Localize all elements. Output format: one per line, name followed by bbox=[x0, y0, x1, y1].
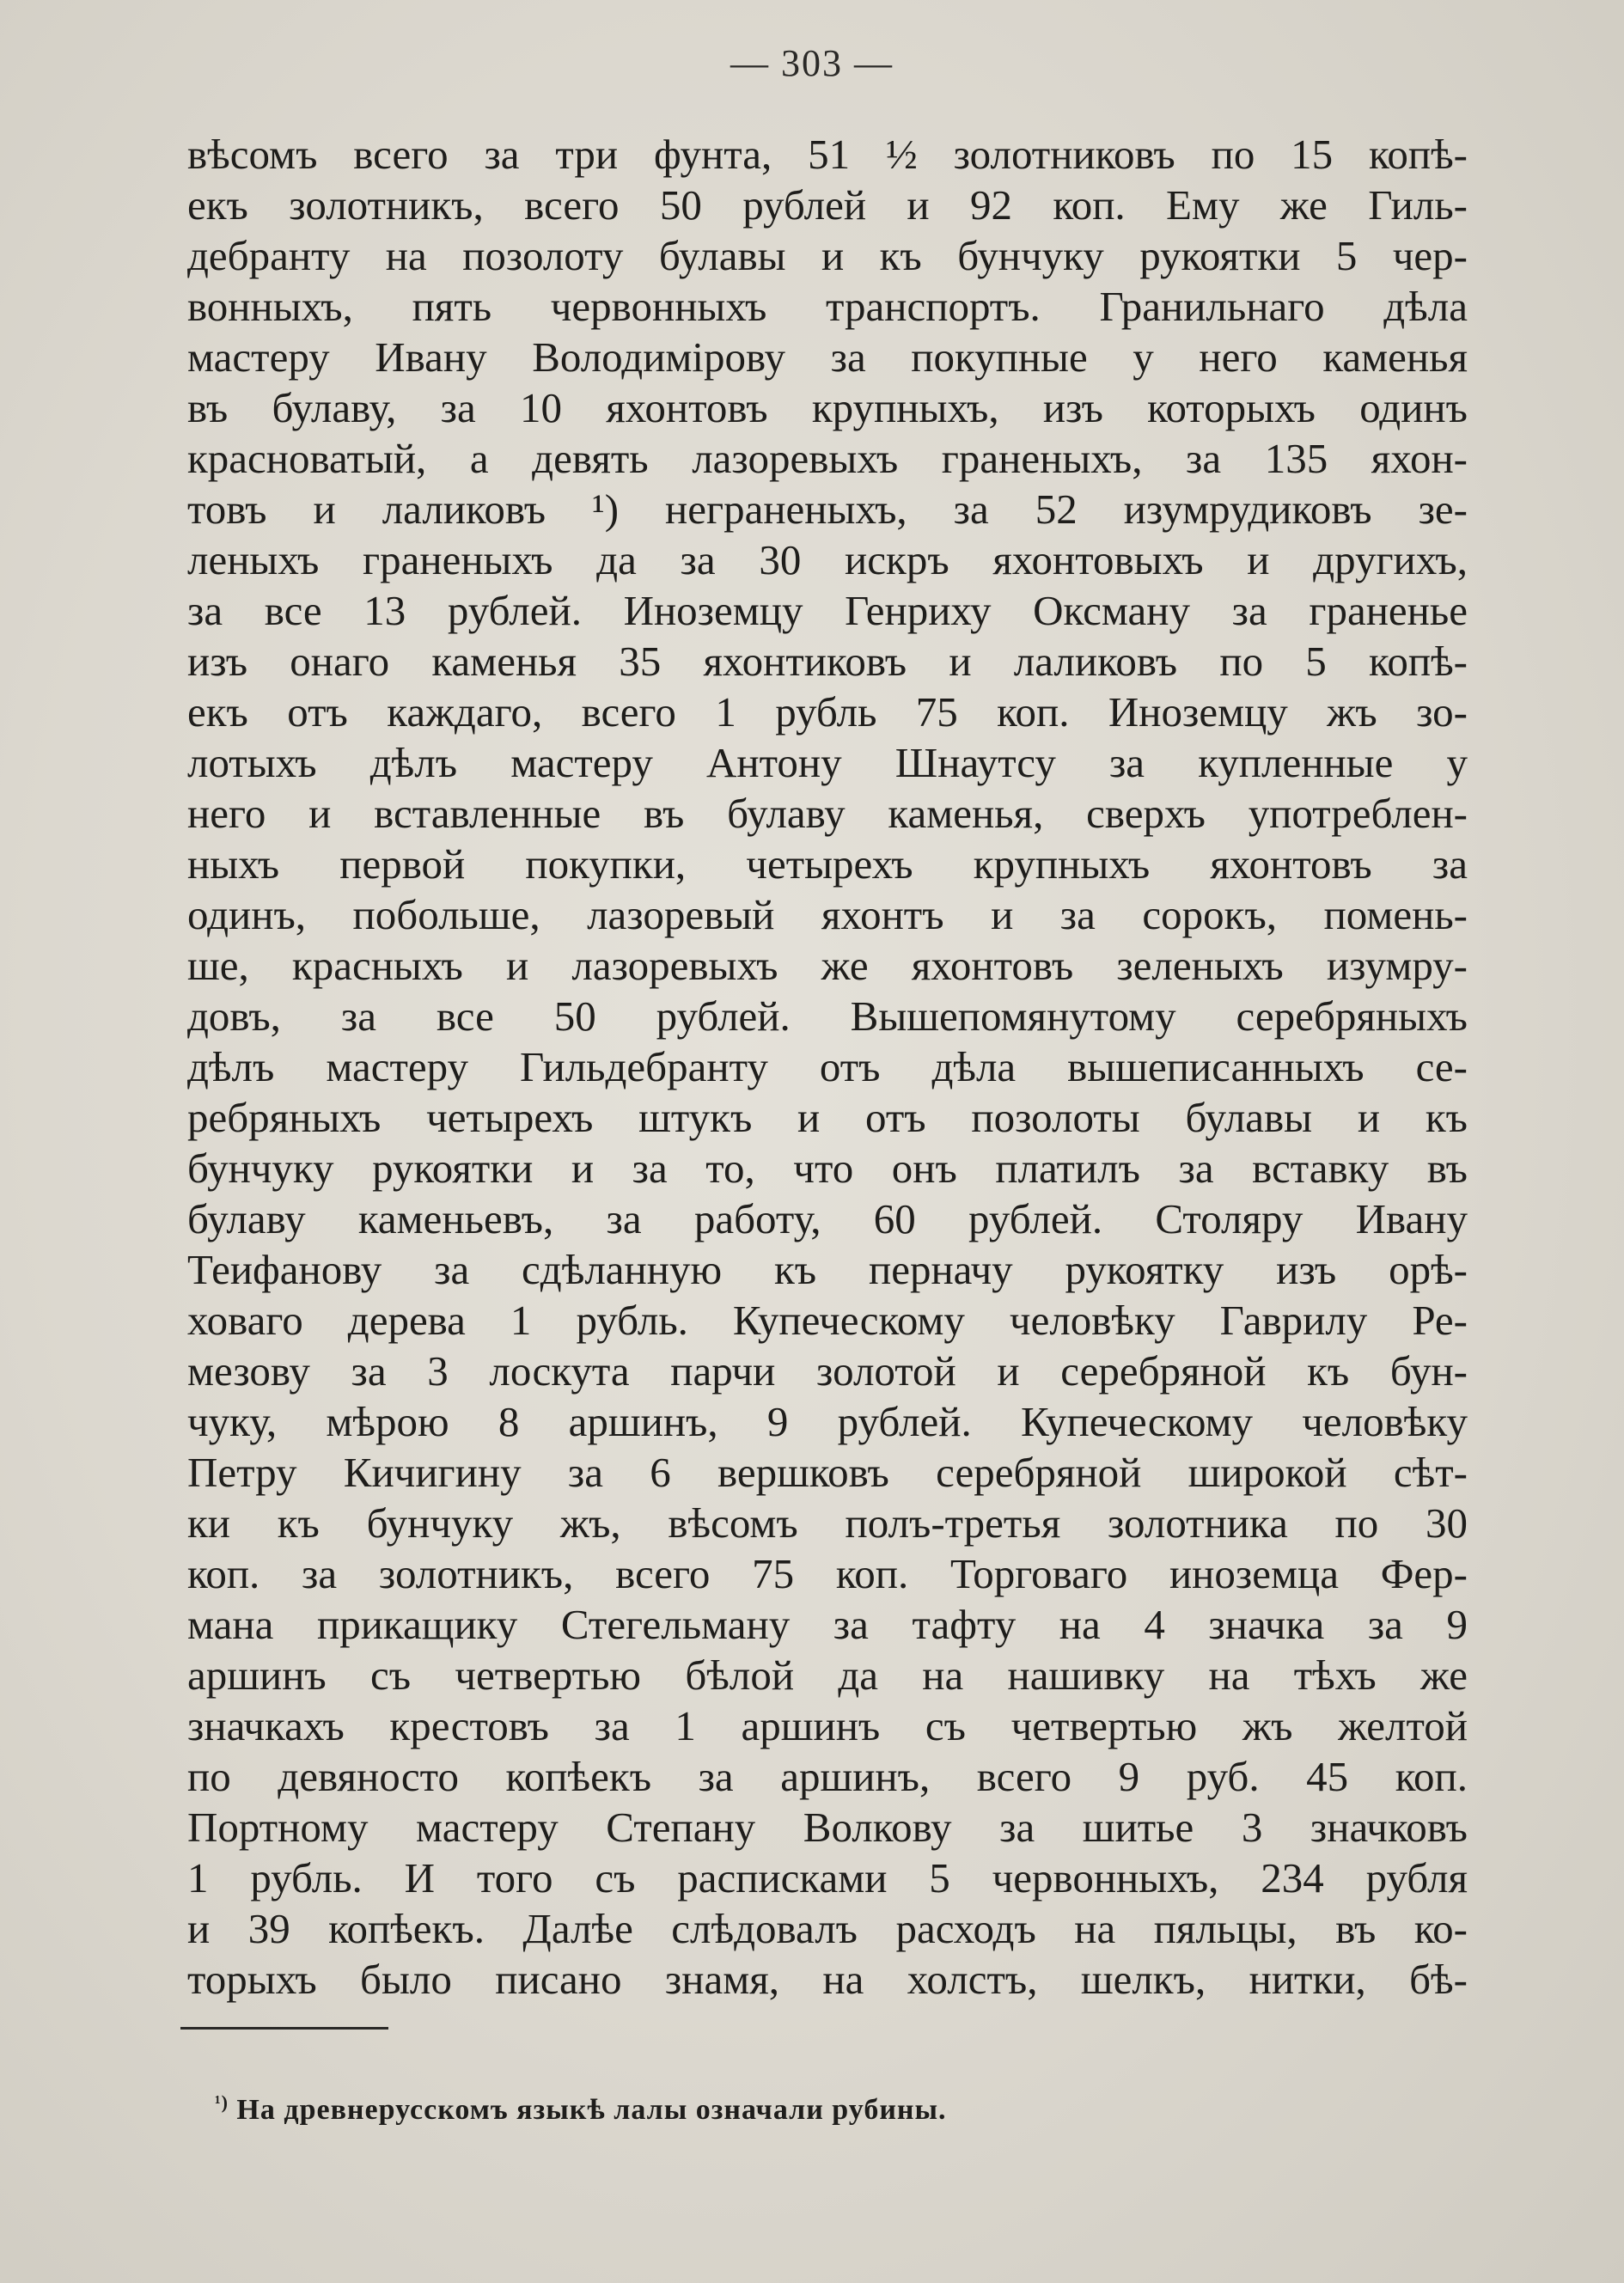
text-line: Теифанову за сдѣланную къ перначу рукоятку изъ орѣ- bbox=[187, 1246, 1468, 1293]
text-line: аршинъ съ четвертью бѣлой да на нашивку на тѣхъ же bbox=[187, 1651, 1468, 1699]
text-line: мана прикащику Стегельману за тафту на 4 значка за 9 bbox=[187, 1601, 1468, 1648]
text-line: ныхъ первой покупки, четырехъ крупныхъ яхонтовъ за bbox=[187, 840, 1468, 888]
text-line: одинъ, побольше, лазоревый яхонтъ и за сорокъ, помень- bbox=[187, 891, 1468, 938]
text-line: Петру Кичигину за 6 вершковъ серебряной широкой сѣт- bbox=[187, 1449, 1468, 1496]
text-line: торыхъ было писано знамя, на холстъ, шелкъ, нитки, бѣ- bbox=[187, 1956, 1468, 2003]
footnote-separator bbox=[180, 2027, 388, 2030]
text-line: товъ и лаликовъ ¹) неграненыхъ, за 52 изумрудиковъ зе- bbox=[187, 485, 1468, 533]
text-line: въ булаву, за 10 яхонтовъ крупныхъ, изъ которыхъ одинъ bbox=[187, 384, 1468, 431]
text-line: Портному мастеру Степану Волкову за шитье 3 значковъ bbox=[187, 1804, 1468, 1851]
text-line: дѣлъ мастеру Гильдебранту отъ дѣла вышеписанныхъ се- bbox=[187, 1043, 1468, 1090]
text-line: вонныхъ, пять червонныхъ транспортъ. Гранильнаго дѣла bbox=[187, 283, 1468, 330]
footnote bbox=[215, 2091, 947, 2127]
footnote-text: На древнерусскомъ языкѣ лалы означали рубины. bbox=[236, 2094, 947, 2126]
text-line: вѣсомъ всего за три фунта, 51 ½ золотниковъ по 15 копѣ- bbox=[187, 131, 1468, 178]
text-line: дебранту на позолоту булавы и къ бунчуку рукоятки 5 чер- bbox=[187, 232, 1468, 279]
text-line: коп. за золотникъ, всего 75 коп. Торговаго иноземца Фер- bbox=[187, 1550, 1468, 1597]
text-line: ше, красныхъ и лазоревыхъ же яхонтовъ зеленыхъ изумру- bbox=[187, 942, 1468, 989]
text-line: за все 13 рублей. Иноземцу Генриху Оксману за граненье bbox=[187, 587, 1468, 634]
text-line: 1 рубль. И того съ расписками 5 червонныхъ, 234 рубля bbox=[187, 1854, 1468, 1901]
text-line: значкахъ крестовъ за 1 аршинъ съ четвертью жъ желтой bbox=[187, 1702, 1468, 1749]
text-line: по девяносто копѣекъ за аршинъ, всего 9 руб. 45 коп. bbox=[187, 1753, 1468, 1800]
text-line: ребряныхъ четырехъ штукъ и отъ позолоты булавы и къ bbox=[187, 1094, 1468, 1141]
text-line: мезову за 3 лоскута парчи золотой и серебряной къ бун- bbox=[187, 1347, 1468, 1395]
footnote-marker: ¹) bbox=[215, 2091, 229, 2113]
text-line: и 39 копѣекъ. Далѣе слѣдовалъ расходъ на пяльцы, въ ко- bbox=[187, 1905, 1468, 1952]
page-number: — 303 — bbox=[730, 42, 894, 84]
text-line: леныхъ граненыхъ да за 30 искръ яхонтовыхъ и другихъ, bbox=[187, 536, 1468, 583]
body-text bbox=[187, 129, 1468, 2005]
text-line: бунчуку рукоятки и за то, что онъ платилъ за вставку въ bbox=[187, 1145, 1468, 1192]
text-line: екъ золотникъ, всего 50 рублей и 92 коп. Ему же Гиль- bbox=[187, 181, 1468, 229]
text-line: лотыхъ дѣлъ мастеру Антону Шнаутсу за купленные у bbox=[187, 739, 1468, 786]
text-line: чуку, мѣрою 8 аршинъ, 9 рублей. Купеческому человѣку bbox=[187, 1398, 1468, 1445]
text-line: ховаго дерева 1 рубль. Купеческому человѣку Гаврилу Ре- bbox=[187, 1297, 1468, 1344]
text-line: екъ отъ каждаго, всего 1 рубль 75 коп. Иноземцу жъ зо- bbox=[187, 688, 1468, 736]
text-line: изъ онаго каменья 35 яхонтиковъ и лаликовъ по 5 копѣ- bbox=[187, 638, 1468, 685]
text-line: довъ, за все 50 рублей. Вышепомянутому серебряныхъ bbox=[187, 992, 1468, 1040]
text-line: красноватый, а девять лазоревыхъ граненыхъ, за 135 яхон- bbox=[187, 435, 1468, 482]
text-line: ки къ бунчуку жъ, вѣсомъ полъ-третья золотника по 30 bbox=[187, 1499, 1468, 1547]
text-line: него и вставленные въ булаву каменья, сверхъ употреблен- bbox=[187, 790, 1468, 837]
text-line: булаву каменьевъ, за работу, 60 рублей. Столяру Ивану bbox=[187, 1195, 1468, 1242]
text-line: мастеру Ивану Володимірову за покупные у него каменья bbox=[187, 333, 1468, 381]
